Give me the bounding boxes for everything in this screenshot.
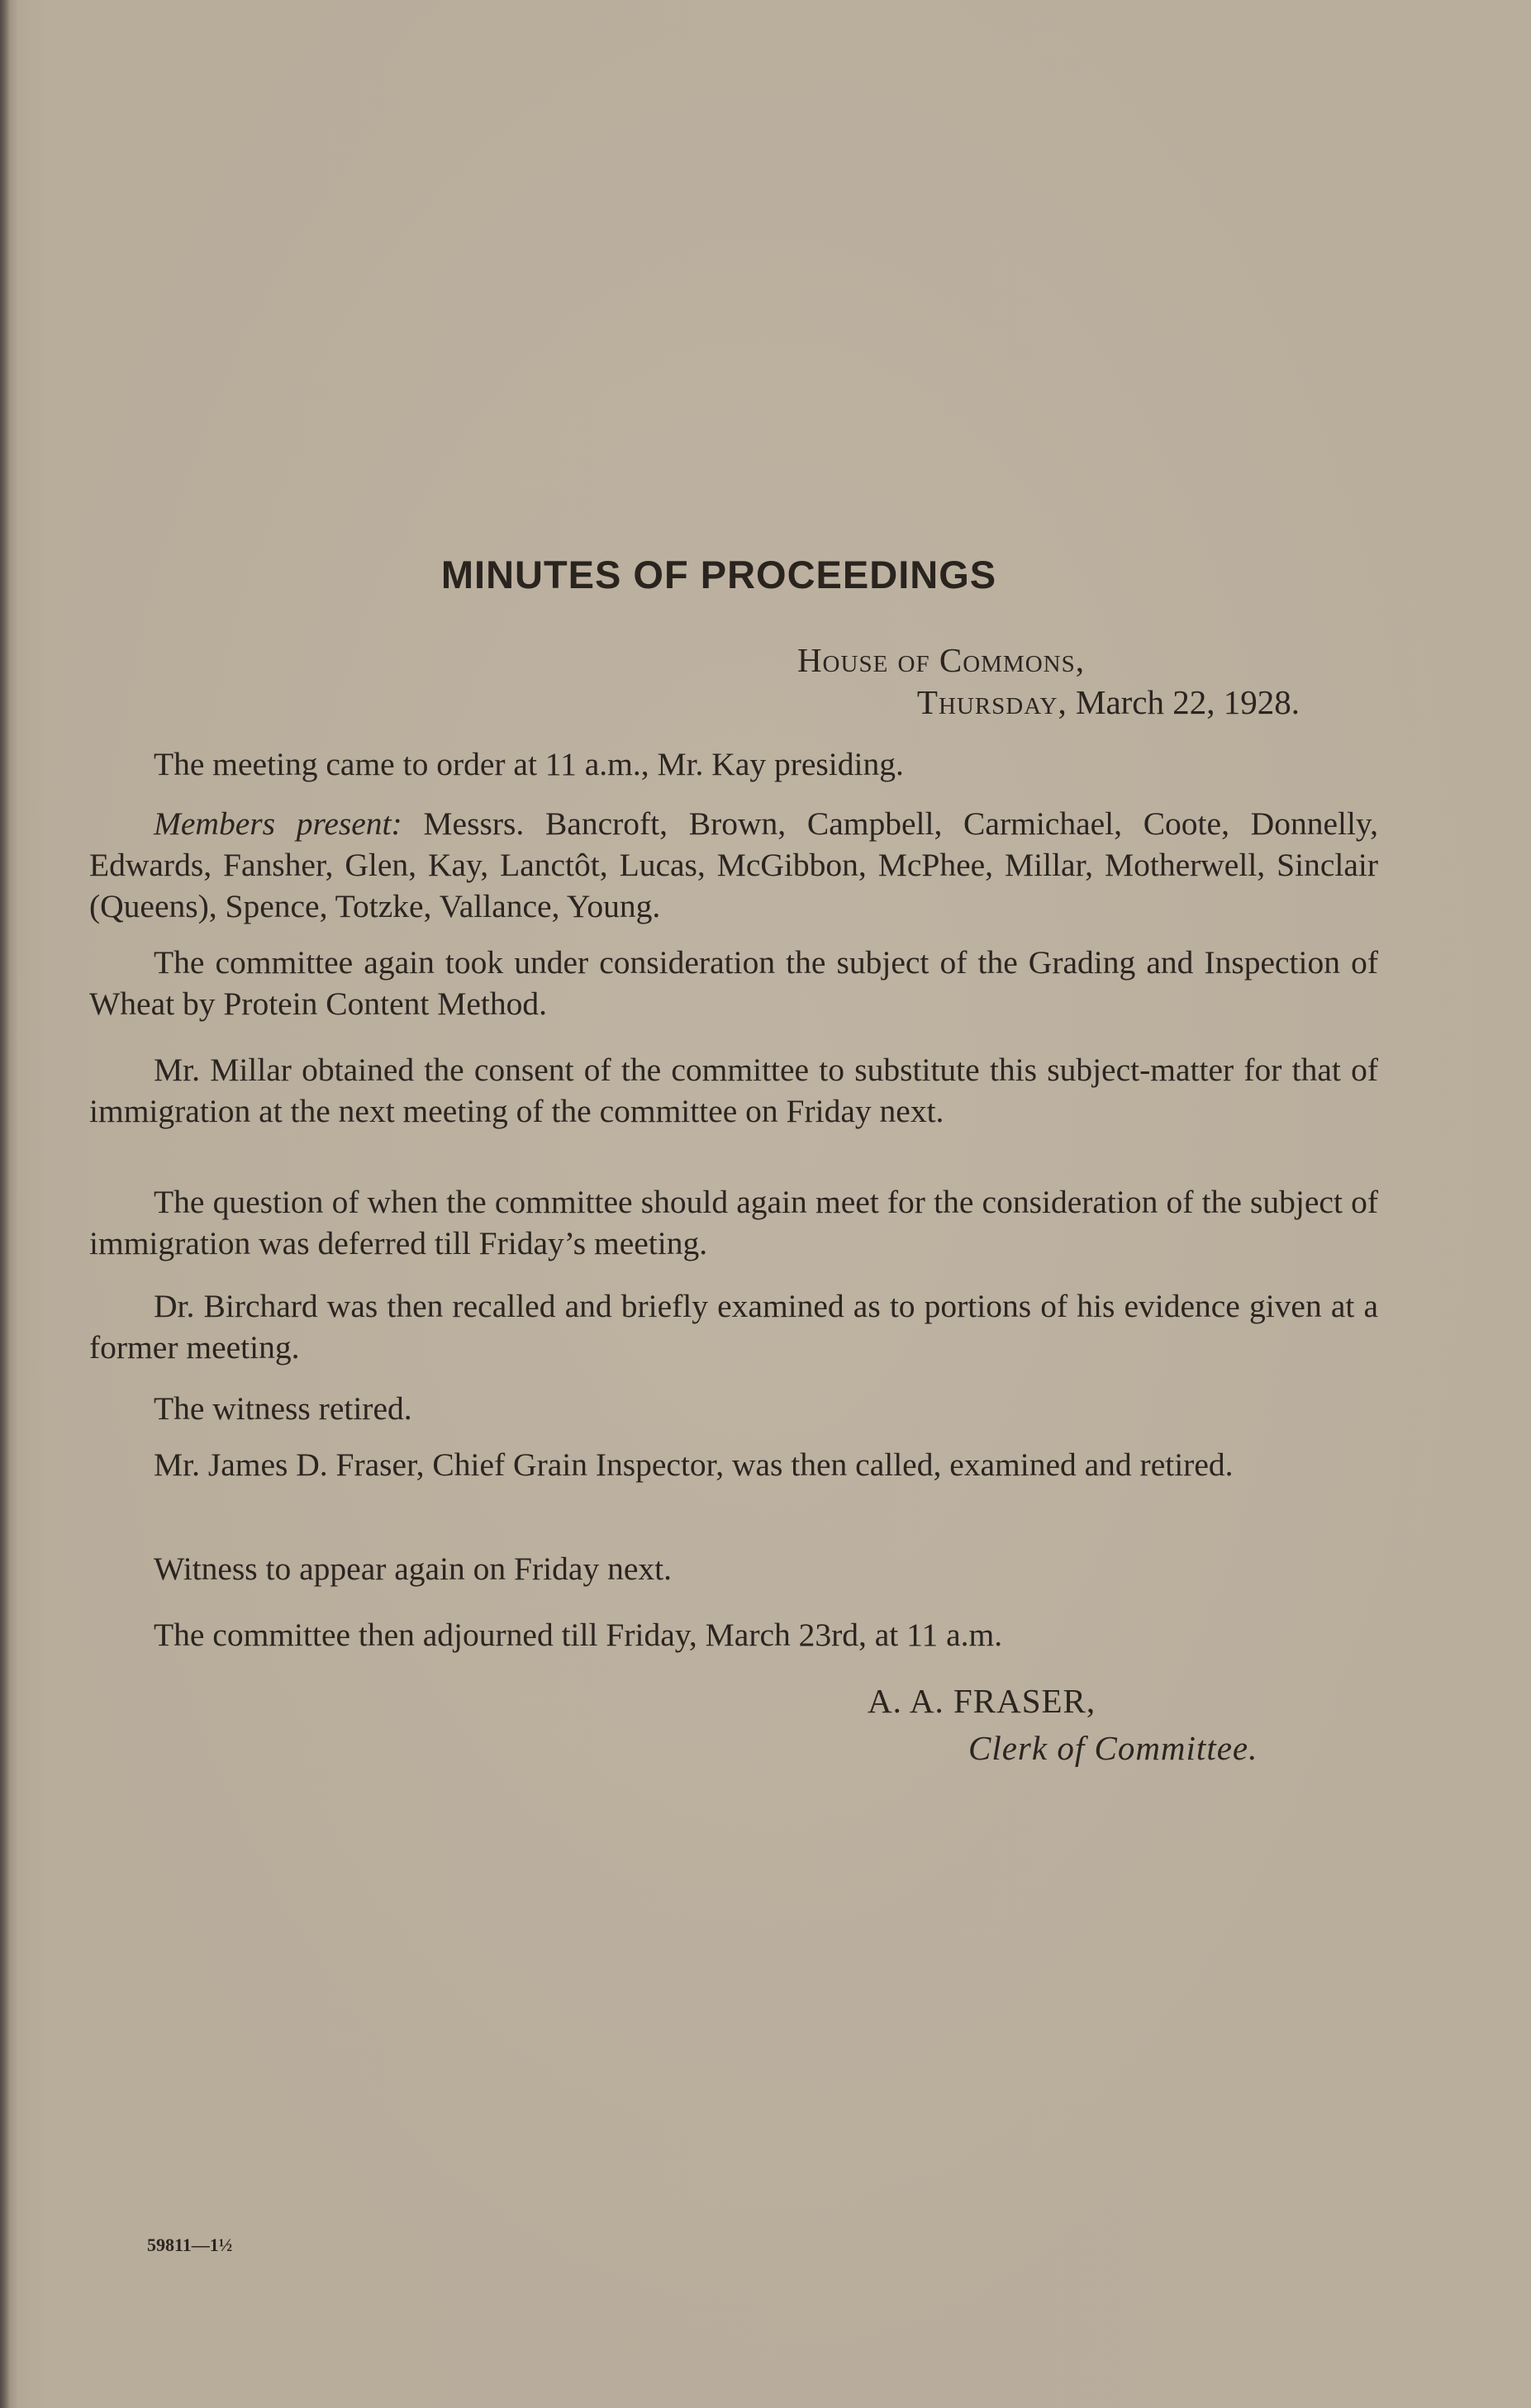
- signature-title: Clerk of Committee.: [968, 1729, 1258, 1767]
- paragraph-birchard-text: Dr. Birchard was then recalled and briefly examined as to portions of his evidence given at a former meeting.: [89, 1288, 1378, 1365]
- paragraph-adjourned: [89, 1614, 1378, 1655]
- paragraph-question-deferred: [89, 1181, 1378, 1264]
- paragraph-millar-consent: [89, 1049, 1378, 1132]
- date-line: [917, 682, 1300, 722]
- signature-name: A. A. FRASER,: [868, 1682, 1096, 1720]
- paragraph-adjourned-text: The committee then adjourned till Friday, March 23rd, at 11 a.m.: [154, 1617, 1003, 1653]
- paragraph-consideration-text: The committee again took under consideration the subject of the Grading and Inspection of Wheat by Protein Content Method.: [89, 944, 1378, 1022]
- binding-spine: [0, 0, 10, 2408]
- paragraph-consideration: [89, 942, 1378, 1024]
- date-day: Thursday,: [916, 683, 1067, 721]
- place-line: [797, 640, 1085, 680]
- paragraph-question-deferred-text: The question of when the committee should again meet for the consideration of the subject of immigration was deferred till Friday’s meeting.: [89, 1184, 1378, 1261]
- paragraph-members: [89, 803, 1378, 927]
- paragraph-opening-text: The meeting came to order at 11 a.m., Mr. Kay presiding.: [154, 746, 904, 782]
- paragraph-opening: [89, 743, 1378, 785]
- document-title: MINUTES OF PROCEEDINGS: [440, 553, 997, 596]
- paragraph-millar-consent-text: Mr. Millar obtained the consent of the committee to substitute this subject-matter for that of immigration at the next meeting of the committee on Friday next.: [89, 1052, 1378, 1129]
- paragraph-members-text: [89, 803, 1378, 927]
- paragraph-witness-retired: [89, 1388, 1378, 1429]
- members-list: Messrs. Bancroft, Brown, Campbell, Carmichael, Coote, Donnelly, Edwards, Fansher, Glen, Kay, Lanctôt, Lucas, McGibbon, McPhee, Millar, Motherwell, Sinclair (Queens), Spence, Totzke, Vallance, Young.: [89, 805, 1378, 924]
- paragraph-witness-appear: [89, 1548, 1378, 1589]
- footer-code: 59811—1½: [147, 2235, 233, 2255]
- paragraph-witness-appear-text: Witness to appear again on Friday next.: [154, 1551, 672, 1587]
- paragraph-birchard: [89, 1285, 1378, 1368]
- paragraph-witness-retired-text: The witness retired.: [154, 1390, 412, 1427]
- paragraph-fraser-called-text: Mr. James D. Fraser, Chief Grain Inspector, was then called, examined and retired.: [154, 1446, 1234, 1483]
- place-name: House of Commons,: [796, 641, 1085, 679]
- date-text: March 22, 1928.: [1075, 683, 1300, 721]
- members-label: Members present:: [154, 805, 402, 842]
- paragraph-fraser-called: [89, 1444, 1378, 1485]
